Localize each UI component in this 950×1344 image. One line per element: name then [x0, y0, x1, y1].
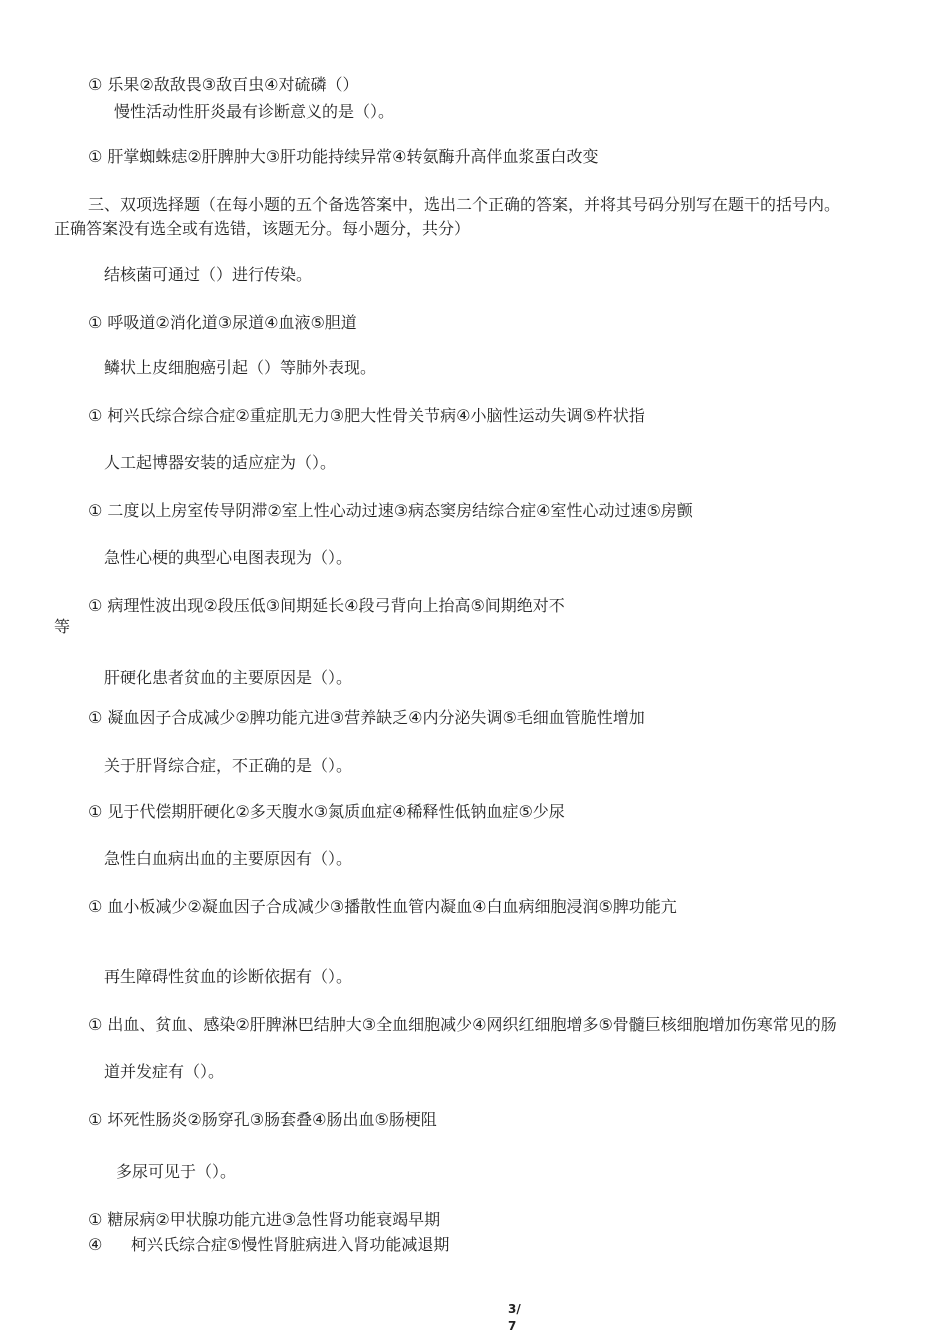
question-text: 急性白血病出血的主要原因有（）。 — [104, 849, 353, 868]
question-text: 多尿可见于（）。 — [116, 1162, 237, 1181]
text-line: 慢性活动性肝炎最有诊断意义的是（）。 — [114, 102, 395, 121]
answer-options: ① 柯兴氏综合综合症②重症肌无力③肥大性骨关节病④小脑性运动失调⑤杵状指 — [88, 406, 645, 425]
question-text: 道并发症有（）。 — [104, 1062, 225, 1081]
page-number: 3/ — [508, 1302, 521, 1316]
question-text: 肝硬化患者贫血的主要原因是（）。 — [104, 668, 353, 687]
answer-options: ① 呼吸道②消化道③尿道④血液⑤胆道 — [88, 313, 357, 332]
answer-options: ① 二度以上房室传导阴滞②室上性心动过速③病态窦房结综合症④室性心动过速⑤房颤 — [88, 501, 693, 520]
answer-options: ① 见于代偿期肝硬化②多天腹水③氮质血症④稀释性低钠血症⑤少尿 — [88, 802, 565, 821]
answer-options: ① 糖尿病②甲状腺功能亢进③急性肾功能衰竭早期 — [88, 1210, 441, 1229]
answer-options: ① 病理性波出现②段压低③间期延长④段弓背向上抬高⑤间期绝对不 — [88, 596, 565, 615]
answer-options: ① 血小板减少②凝血因子合成减少③播散性血管内凝血④白血病细胞浸润⑤脾功能亢 — [88, 897, 677, 916]
option-marker: ④ — [88, 1235, 103, 1254]
question-text: 人工起博器安装的适应症为（）。 — [104, 453, 337, 472]
text-line: 正确答案没有选全或有选错，该题无分。每小题分，共分） — [54, 219, 471, 238]
answer-options: ① 出血、贫血、感染②肝脾淋巴结肿大③全血细胞减少④网织红细胞增多⑤骨髓巨核细胞增加伤寒常见的肠 — [88, 1015, 837, 1034]
question-text: 急性心梗的典型心电图表现为（）。 — [104, 548, 353, 567]
answer-options: ① 坏死性肠炎②肠穿孔③肠套叠④肠出血⑤肠梗阻 — [88, 1110, 437, 1129]
text-line: ① 肝掌蜘蛛痣②肝脾肿大③肝功能持续异常④转氨酶升高伴血浆蛋白改变 — [88, 147, 599, 166]
question-text: 关于肝肾综合症，不正确的是（）。 — [104, 756, 353, 775]
text-line: 等 — [54, 617, 71, 636]
answer-options: 柯兴氏综合症⑤慢性肾脏病进入肾功能减退期 — [131, 1235, 450, 1254]
section-heading: 三、双项选择题（在每小题的五个备选答案中，选出二个正确的答案，并将其号码分别写在题干的括号内。 — [88, 195, 841, 214]
text-line: ① 乐果②敌敌畏③敌百虫④对硫磷（） — [88, 75, 359, 94]
question-text: 鳞状上皮细胞癌引起（）等肺外表现。 — [104, 358, 377, 377]
answer-options: ① 凝血因子合成减少②脾功能亢进③营养缺乏④内分泌失调⑤毛细血管脆性增加 — [88, 708, 645, 727]
question-text: 再生障碍性贫血的诊断依据有（）。 — [104, 967, 353, 986]
question-text: 结核菌可通过（）进行传染。 — [104, 265, 313, 284]
page-total: 7 — [508, 1319, 517, 1333]
